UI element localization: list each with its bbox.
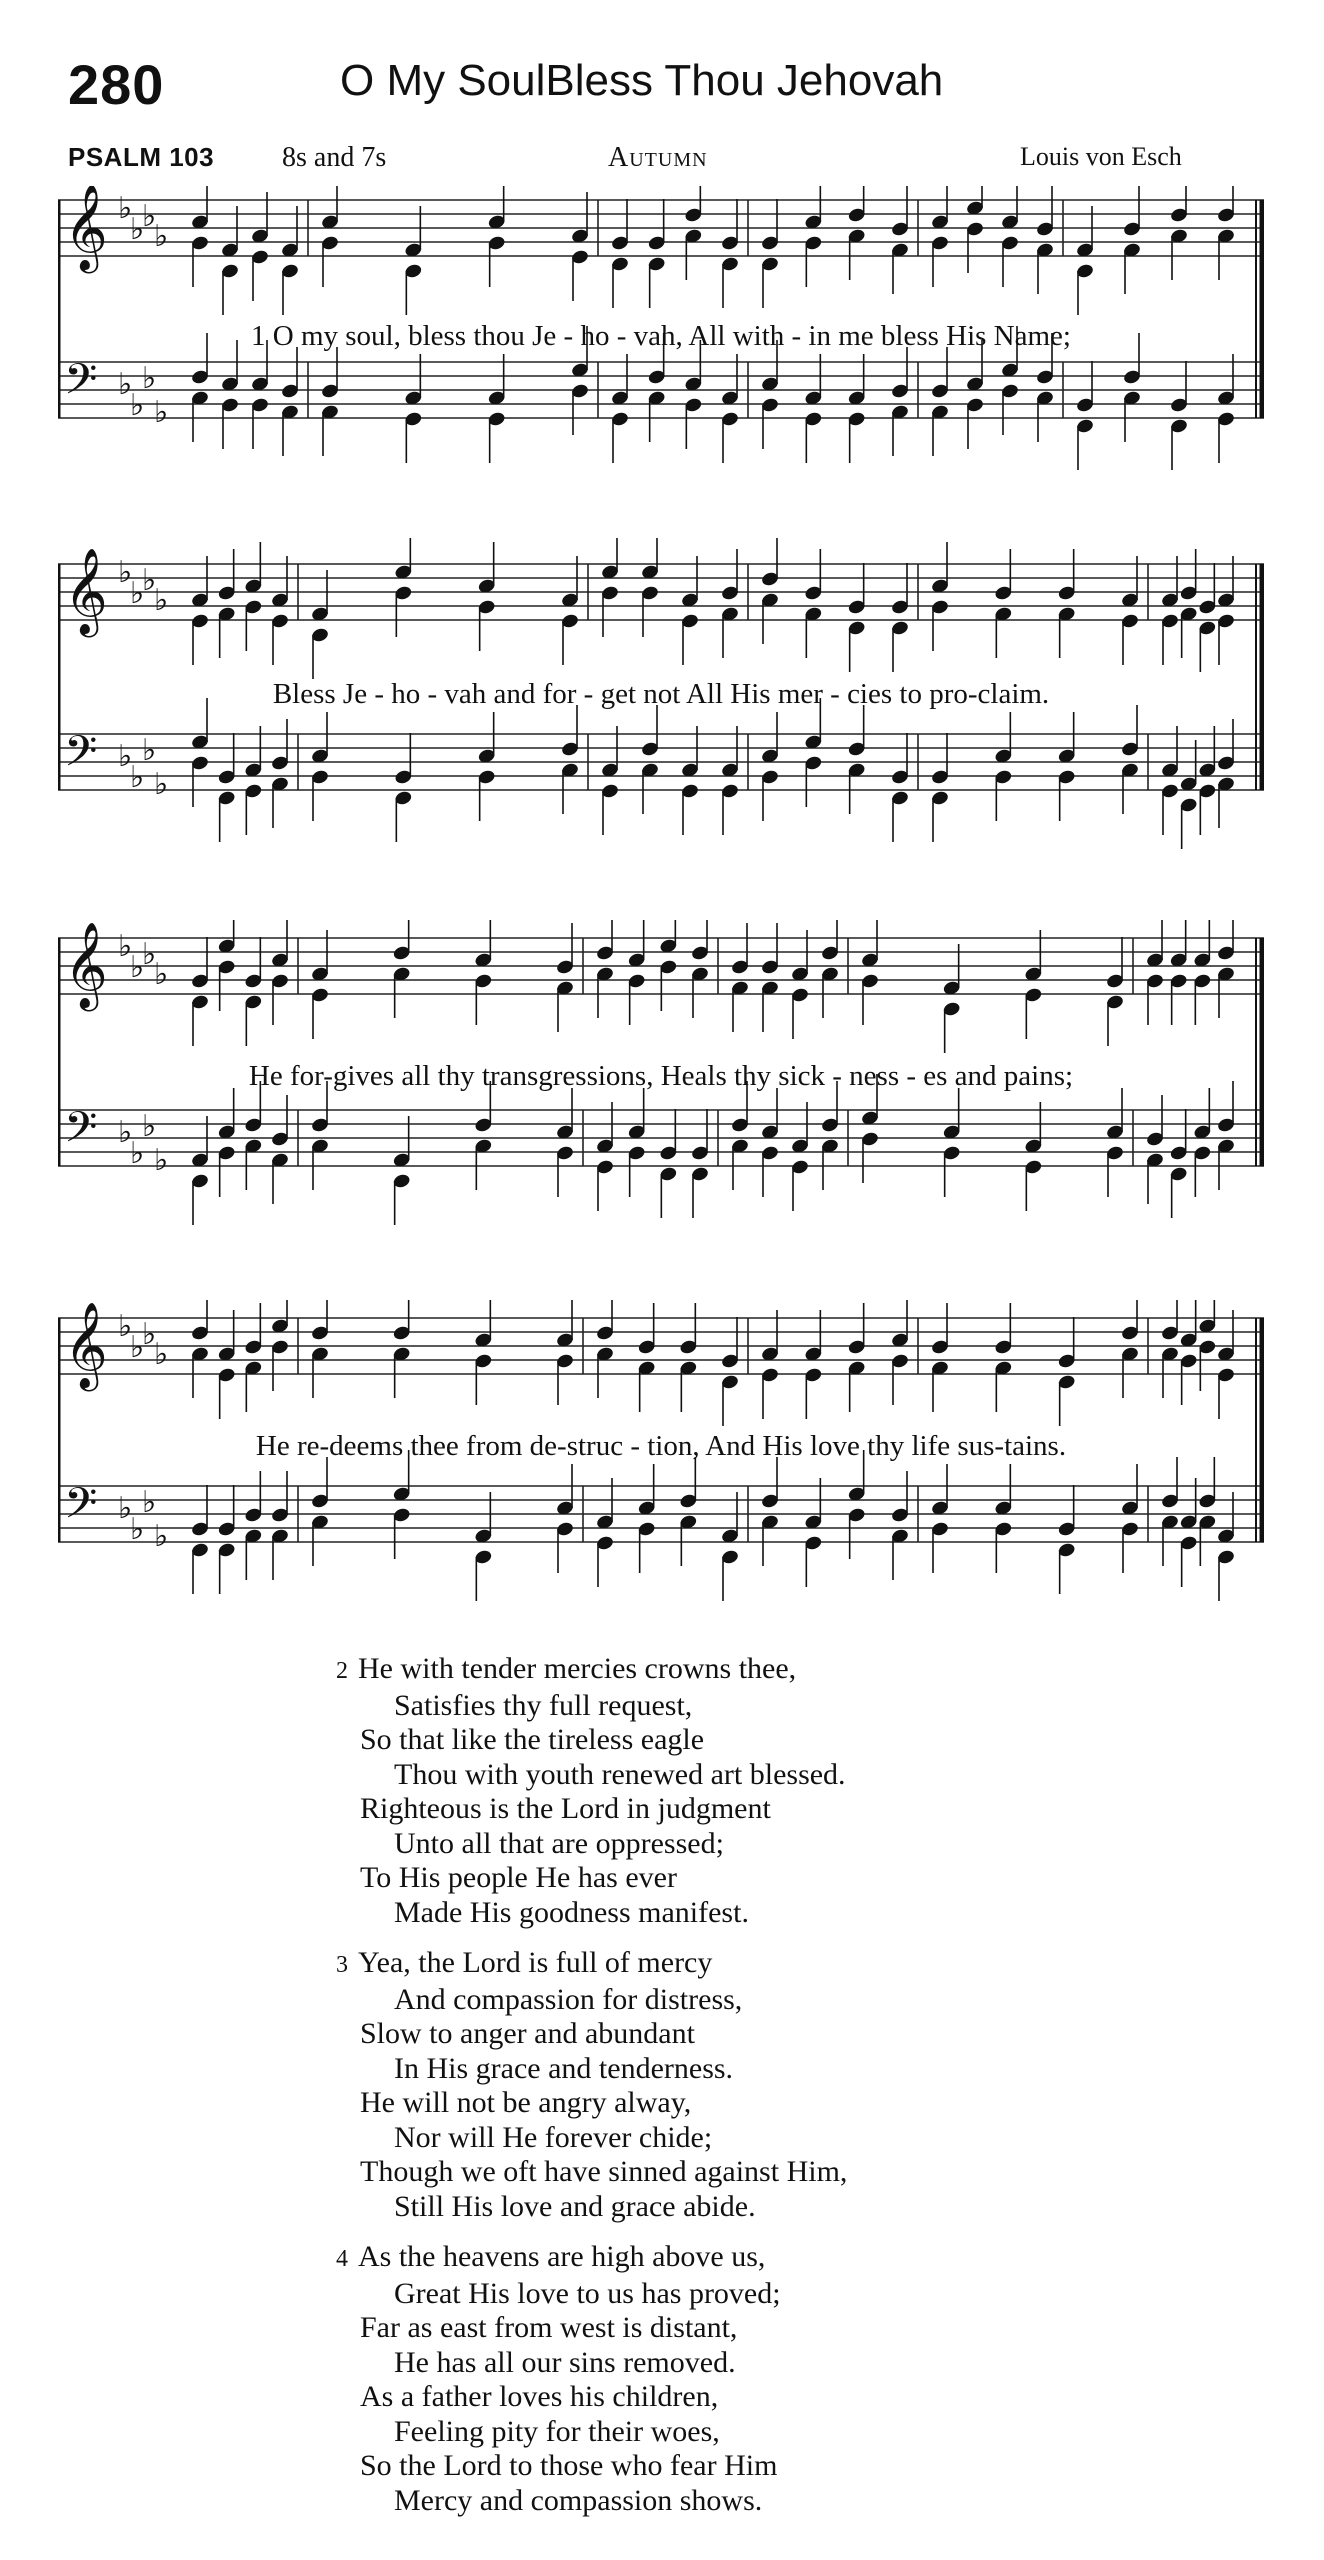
stanza-line: So the Lord to those who fear Him bbox=[360, 2449, 778, 2482]
flat-sign-icon: ♭ bbox=[154, 1143, 169, 1178]
hymn-number: 280 bbox=[68, 53, 165, 116]
stanza-line: He with tender mercies crowns thee, bbox=[358, 1652, 797, 1685]
lyric-line: He for-gives all thy transgressions, Heals thy sick - ness - es and pains; bbox=[248, 1060, 1074, 1092]
flat-sign-icon: ♭ bbox=[142, 1485, 157, 1520]
flat-sign-icon: ♭ bbox=[130, 760, 145, 795]
flat-sign-icon: ♭ bbox=[130, 1136, 145, 1171]
hymn-title: O My SoulBless Thou Jehovah bbox=[340, 56, 944, 105]
flat-sign-icon: ♭ bbox=[154, 767, 169, 802]
stanza-line: So that like the tireless eagle bbox=[360, 1723, 705, 1756]
flat-sign-icon: ♭ bbox=[142, 937, 157, 972]
stanza-line: Though we oft have sinned against Him, bbox=[360, 2155, 848, 2188]
stanza-line: Yea, the Lord is full of mercy bbox=[358, 1946, 713, 1979]
flat-sign-icon: ♭ bbox=[118, 1309, 133, 1344]
treble-clef-icon: 𝄞 bbox=[64, 548, 108, 634]
stanza-line: Satisfies thy full request, bbox=[394, 1688, 693, 1722]
flat-sign-icon: ♭ bbox=[154, 1519, 169, 1554]
stanza-line: Still His love and grace abide. bbox=[394, 2189, 756, 2223]
treble-clef-icon: 𝄞 bbox=[64, 1302, 108, 1388]
stanzas bbox=[336, 1652, 1160, 2534]
stanza-line: He has all our sins removed. bbox=[394, 2345, 736, 2379]
flat-sign-icon: ♭ bbox=[130, 388, 145, 423]
treble-clef-icon: 𝄞 bbox=[64, 186, 108, 270]
stanza-line: As the heavens are high above us, bbox=[358, 2240, 766, 2273]
stanza-line: To His people He has ever bbox=[360, 1861, 677, 1894]
flat-sign-icon: ♭ bbox=[118, 929, 133, 964]
flat-sign-icon: ♭ bbox=[118, 1491, 133, 1526]
stanza-line: Unto all that are oppressed; bbox=[394, 1826, 724, 1860]
stanza-line: Made His goodness manifest. bbox=[394, 1895, 749, 1929]
flat-sign-icon: ♭ bbox=[118, 367, 133, 402]
treble-clef-icon: 𝄞 bbox=[64, 922, 108, 1008]
flat-sign-icon: ♭ bbox=[118, 739, 133, 774]
bass-clef-icon: 𝄢 bbox=[64, 1479, 98, 1539]
stanza-line: In His grace and tenderness. bbox=[394, 2051, 734, 2085]
stanza-line: Righteous is the Lord in judgment bbox=[360, 1792, 771, 1825]
flat-sign-icon: ♭ bbox=[118, 1115, 133, 1150]
meter: 8s and 7s bbox=[282, 142, 387, 173]
tune-name: Autumn bbox=[608, 142, 708, 173]
stanza-line: Slow to anger and abundant bbox=[360, 2017, 695, 2050]
lyric-line: He re-deems thee from de-struc - tion, And His love thy life sus-tains. bbox=[255, 1430, 1067, 1462]
stanza-line: Feeling pity for their woes, bbox=[394, 2414, 720, 2448]
psalm-reference: PSALM 103 bbox=[68, 142, 215, 172]
stanza-number: 2 bbox=[336, 1658, 348, 1684]
flat-sign-icon: ♭ bbox=[130, 576, 145, 611]
stanza-line: And compassion for distress, bbox=[394, 1982, 743, 2016]
flat-sign-icon: ♭ bbox=[154, 957, 169, 992]
lyric-line: Bless Je - ho - vah and for - get not All His mer - cies to pro-claim. bbox=[272, 678, 1050, 710]
stanza-2 bbox=[336, 1652, 1160, 1930]
lyric-line: 1 O my soul, bless thou Je - ho - vah, All with - in me bless His Name; bbox=[251, 320, 1071, 352]
stanza-line: Thou with youth renewed art blessed. bbox=[394, 1757, 846, 1791]
flat-sign-icon: ♭ bbox=[154, 583, 169, 618]
flat-sign-icon: ♭ bbox=[142, 733, 157, 768]
flat-sign-icon: ♭ bbox=[142, 199, 157, 234]
composer: Louis von Esch bbox=[1020, 142, 1182, 171]
music-system-2 bbox=[58, 538, 1264, 858]
music-system-1 bbox=[58, 186, 1264, 506]
bass-clef-icon: 𝄢 bbox=[64, 1103, 98, 1163]
stanza-line: Nor will He forever chide; bbox=[394, 2120, 713, 2154]
stanza-3 bbox=[336, 1946, 1160, 2224]
flat-sign-icon: ♭ bbox=[154, 1337, 169, 1372]
stanza-line: As a father loves his children, bbox=[360, 2380, 719, 2413]
flat-sign-icon: ♭ bbox=[154, 395, 169, 430]
flat-sign-icon: ♭ bbox=[118, 191, 133, 226]
flat-sign-icon: ♭ bbox=[118, 555, 133, 590]
stanza-4 bbox=[336, 2240, 1160, 2518]
stanza-line: Great His love to us has proved; bbox=[394, 2276, 781, 2310]
music-system-3 bbox=[58, 920, 1264, 1240]
bass-clef-icon: 𝄢 bbox=[64, 355, 98, 415]
flat-sign-icon: ♭ bbox=[142, 563, 157, 598]
stanza-line: Far as east from west is distant, bbox=[360, 2311, 738, 2344]
flat-sign-icon: ♭ bbox=[154, 219, 169, 254]
flat-sign-icon: ♭ bbox=[130, 950, 145, 985]
bass-clef-icon: 𝄢 bbox=[64, 727, 98, 787]
flat-sign-icon: ♭ bbox=[142, 1317, 157, 1352]
music-system-4 bbox=[58, 1300, 1264, 1620]
stanza-number: 3 bbox=[336, 1952, 348, 1978]
flat-sign-icon: ♭ bbox=[142, 361, 157, 396]
stanza-line: He will not be angry alway, bbox=[360, 2086, 692, 2119]
flat-sign-icon: ♭ bbox=[130, 1512, 145, 1547]
stanza-number: 4 bbox=[336, 2246, 348, 2272]
flat-sign-icon: ♭ bbox=[130, 212, 145, 247]
flat-sign-icon: ♭ bbox=[130, 1330, 145, 1365]
stanza-line: Mercy and compassion shows. bbox=[394, 2483, 763, 2517]
flat-sign-icon: ♭ bbox=[142, 1109, 157, 1144]
